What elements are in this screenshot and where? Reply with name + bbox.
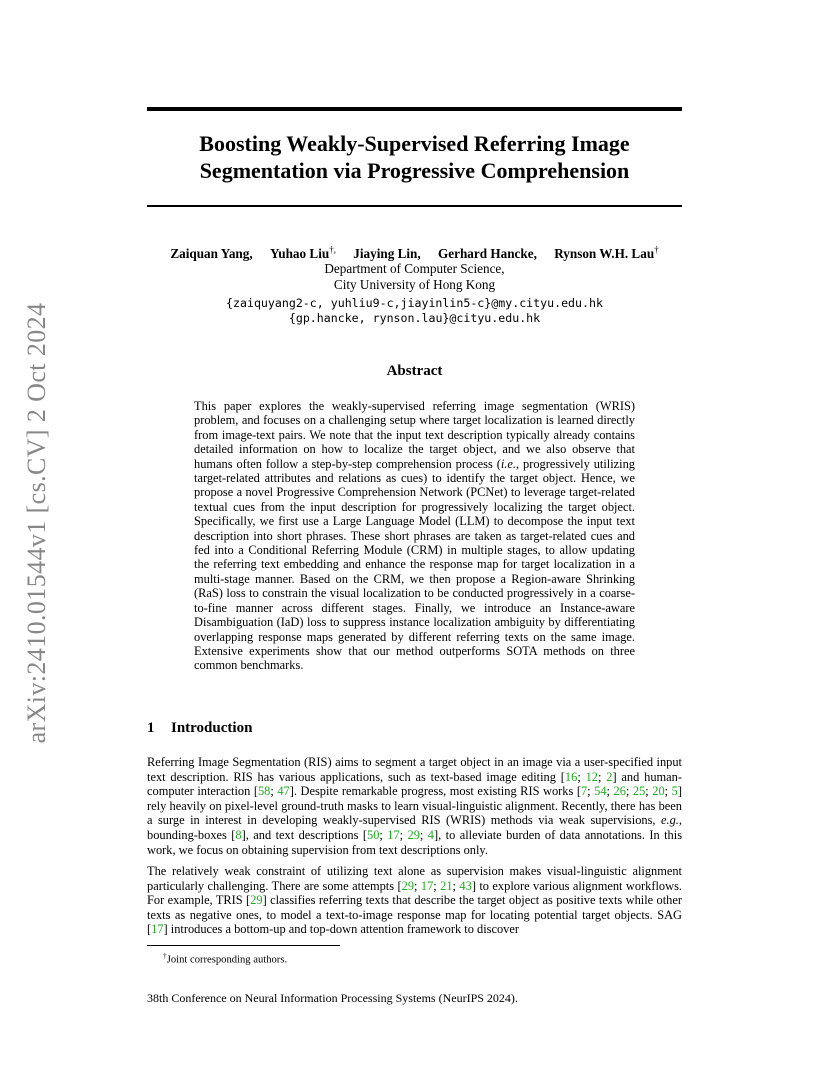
footnote-text: Joint corresponding authors. xyxy=(166,954,288,966)
affiliation xyxy=(147,261,682,292)
venue-line: 38th Conference on Neural Information Processing Systems (NeurIPS 2024). xyxy=(147,991,518,1005)
citation-link[interactable]: 47 xyxy=(277,784,290,799)
abstract-heading: Abstract xyxy=(386,363,443,379)
author-mark: †, xyxy=(329,245,336,255)
citation-link[interactable]: 16 xyxy=(564,769,578,784)
author xyxy=(170,246,252,261)
intro-paragraph-2: The relatively weak constraint of utilizing text alone as supervision makes visual-linguistic alignment particularly challenging. There are some attempts [29; 17; 21; 43] to explore various alignment workflows. For example, TRIS [29] classifies referring texts that describe the target object as positive texts while other texts as negative ones, to model a text-to-image response map for locating potential target objects. SAG [17] introduces a bottom-up and top-down attention framework to discover xyxy=(147,864,682,937)
author-emails xyxy=(147,296,682,326)
author-name: Rynson W.H. Lau xyxy=(554,246,655,262)
footnote-mark: † xyxy=(163,951,167,960)
section-number: 1 xyxy=(147,720,155,736)
author xyxy=(554,246,658,261)
footnote xyxy=(163,951,287,966)
intro-paragraph-1: Referring Image Segmentation (RIS) aims to segment a target object in an image via a user-specified input text description. RIS has various applications, such as text-based image editing [16; 12; 2] and human-computer interaction [58; 47]. Despite remarkable progress, most existing RIS works [7; 54; 26; 25; 20; 5] rely heavily on pixel-level ground-truth masks to learn visual-linguistic alignment. Recently, there has been a surge in interest in developing weakly-supervised RIS (WRIS) methods via weak supervisions, e.g., bounding-boxes [8], and text descriptions [50; 17; 29; 4], to alleviate burden of data annotations. In this work, we focus on obtaining supervision from text descriptions only. xyxy=(147,755,683,857)
title-rule xyxy=(147,205,682,207)
footnote-rule xyxy=(147,945,340,946)
citation-link[interactable]: 20 xyxy=(652,784,665,799)
author-name: Zaiquan Yang, xyxy=(170,246,253,262)
author xyxy=(353,246,420,261)
email-line: {gp.hancke, rynson.lau}@cityu.edu.hk xyxy=(288,311,541,325)
email-line: {zaiquyang2-c, yuhliu9-c,jiayinlin5-c}@my.cityu.edu.hk xyxy=(226,296,603,310)
italic-abbrev: e.g. xyxy=(661,813,679,828)
citation-link[interactable]: 54 xyxy=(594,784,607,799)
title-line-1: Boosting Weakly-Supervised Referring Image xyxy=(199,131,630,156)
author-name: Yuhao Liu xyxy=(269,246,330,262)
author-name: Gerhard Hancke, xyxy=(438,246,537,262)
italic-abbrev: i.e. xyxy=(500,456,516,471)
citation-link[interactable]: 29 xyxy=(407,827,420,842)
citation-link[interactable]: 7 xyxy=(580,784,588,799)
citation-link[interactable]: 25 xyxy=(632,784,646,799)
author xyxy=(270,246,336,261)
affiliation-line: City University of Hong Kong xyxy=(333,276,496,292)
arxiv-identifier: arXiv:2410.01544v1 [cs.CV] 2 Oct 2024 xyxy=(22,302,51,744)
citation-link[interactable]: 2 xyxy=(606,769,613,784)
citation-link[interactable]: 12 xyxy=(585,769,598,784)
citation-link[interactable]: 43 xyxy=(459,878,472,893)
section-title: Introduction xyxy=(171,720,253,736)
citation-link[interactable]: 5 xyxy=(671,784,678,799)
author xyxy=(438,246,537,261)
citation-link[interactable]: 17 xyxy=(387,827,400,842)
citation-link[interactable]: 50 xyxy=(367,827,380,842)
citation-link[interactable]: 4 xyxy=(427,827,434,842)
citation-link[interactable]: 21 xyxy=(440,878,453,893)
citation-link[interactable]: 29 xyxy=(401,878,415,893)
citation-link[interactable]: 17 xyxy=(420,878,434,893)
citation-link[interactable]: 58 xyxy=(257,784,271,799)
section-heading xyxy=(147,720,252,737)
citation-link[interactable]: 17 xyxy=(151,922,164,937)
top-rule xyxy=(147,107,682,111)
citation-link[interactable]: 29 xyxy=(250,893,263,908)
title-line-2: Segmentation via Progressive Comprehension xyxy=(199,158,630,183)
citation-link[interactable]: 26 xyxy=(613,784,626,799)
paper-title xyxy=(147,130,682,184)
author-mark: † xyxy=(654,245,659,255)
affiliation-line: Department of Computer Science, xyxy=(324,261,505,276)
abstract-body: This paper explores the weakly-supervised referring image segmentation (WRIS) problem, and focuses on a challenging setup where target localization is learned directly from image-text pairs. We note that the input text description typically already contains detailed information on how to localize the target object, and we also observe that humans often follow a step-by-step comprehension process (i.e., progressively utilizing target-related attributes and relations as cues) to identify the target object. Hence, we propose a novel Progressive Comprehension Network (PCNet) to leverage target-related textual cues from the input description for progressively localizing the target object. Specifically, we first use a Large Language Model (LLM) to decompose the input text description into short phrases. These short phrases are taken as target-related cues and fed into a Conditional Referring Module (CRM) in multiple stages, to allow updating the referring text embedding and enhance the response map for target localization in a multi-stage manner. Based on the CRM, we then propose a Region-aware Shrinking (RaS) loss to constrain the visual localization to be conducted progressively in a coarse-to-fine manner across different stages. Finally, we introduce an Instance-aware Disambiguation (IaD) loss to suppress instance localization ambiguity by differentiating overlapping response maps generated by different referring texts on the same image. Extensive experiments show that our method outperforms SOTA methods on three common benchmarks. xyxy=(194,399,635,673)
citation-link[interactable]: 8 xyxy=(235,827,242,842)
author-name: Jiaying Lin, xyxy=(353,246,421,262)
